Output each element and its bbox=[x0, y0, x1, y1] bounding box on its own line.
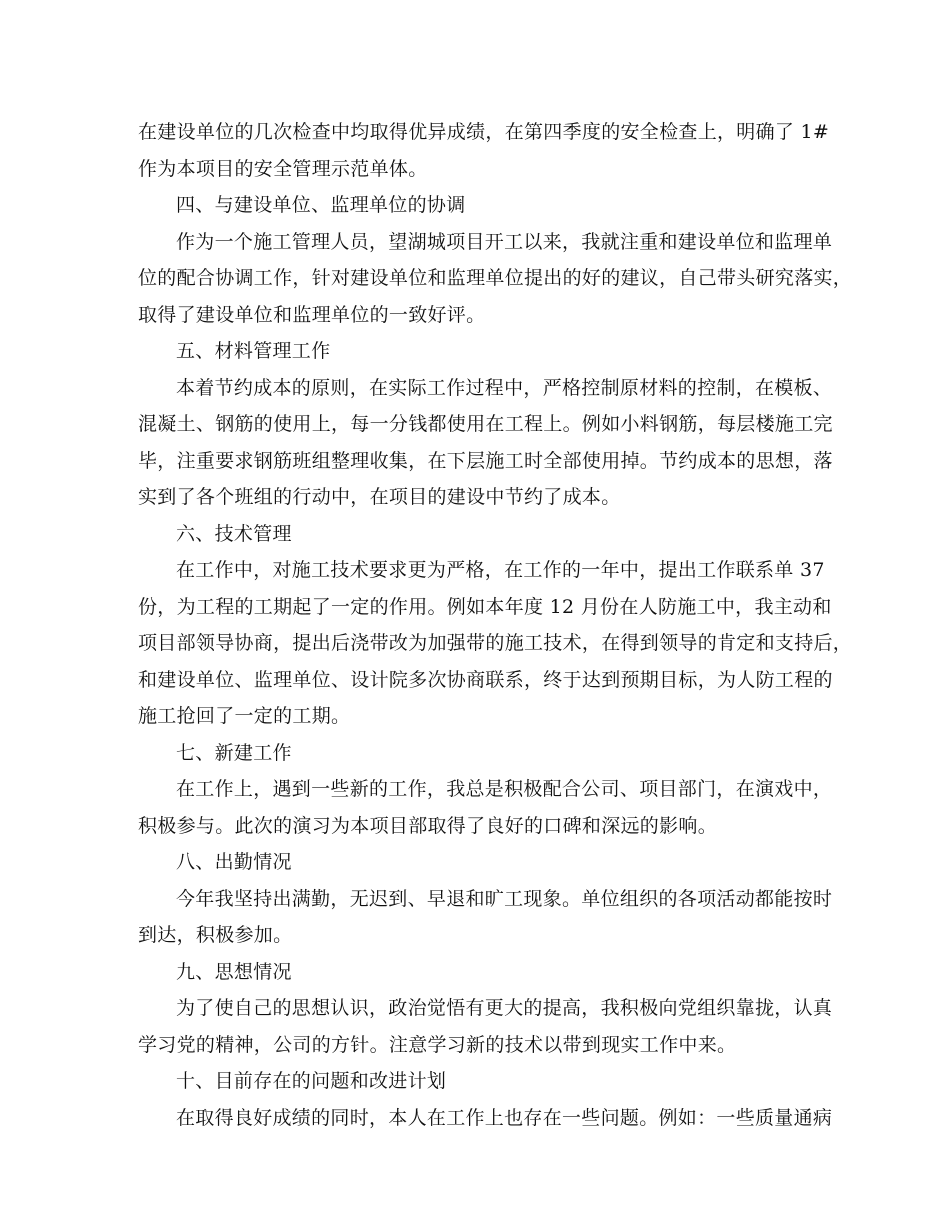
paragraph-first-line: 在工作上，遇到一些新的工作，我总是积极配合公司、项目部门，在演戏中， bbox=[176, 778, 833, 800]
body-line: 实到了各个班组的行动中，在项目的建设中节约了成本。 bbox=[138, 486, 621, 508]
section-heading: 七、新建工作 bbox=[176, 741, 292, 764]
body-line: 毕，注重要求钢筋班组整理收集，在下层施工时全部使用掉。节约成本的思想，落 bbox=[138, 449, 833, 472]
body-line: 项目部领导协商，提出后浇带改为加强带的施工技术，在得到领导的肯定和支持后， bbox=[138, 632, 853, 654]
section-heading: 六、技术管理 bbox=[176, 522, 292, 545]
body-line: 在建设单位的几次检查中均取得优异成绩，在第四季度的安全检查上，明确了 1# bbox=[138, 121, 830, 143]
body-line: 混凝土、钢筋的使用上，每一分钱都使用在工程上。例如小料钢筋，每层楼施工完 bbox=[138, 413, 833, 435]
section-heading: 九、思想情况 bbox=[176, 960, 292, 983]
section-heading: 四、与建设单位、监理单位的协调 bbox=[176, 194, 466, 216]
body-line: 施工抢回了一定的工期。 bbox=[138, 705, 351, 727]
paragraph-first-line: 作为一个施工管理人员，望湖城项目开工以来，我就注重和建设单位和监理单 bbox=[176, 230, 833, 253]
body-line: 到达，积极参加。 bbox=[138, 924, 293, 946]
section-heading: 八、出勤情况 bbox=[176, 851, 292, 873]
body-line: 取得了建设单位和监理单位的一致好评。 bbox=[138, 303, 486, 326]
paragraph-first-line: 在工作中，对施工技术要求更为严格，在工作的一年中，提出工作联系单 37 bbox=[176, 559, 825, 581]
body-line: 份，为工程的工期起了一定的作用。例如本年度 12 月份在人防施工中，我主动和 bbox=[138, 595, 832, 618]
section-heading: 十、目前存在的问题和改进计划 bbox=[176, 1070, 447, 1092]
body-line: 作为本项目的安全管理示范单体。 bbox=[138, 157, 428, 180]
body-line: 位的配合协调工作，针对建设单位和监理单位提出的好的建议，自己带头研究落实， bbox=[138, 267, 853, 289]
paragraph-first-line: 今年我坚持出满勤，无迟到、早退和旷工现象。单位组织的各项活动都能按时 bbox=[176, 887, 833, 910]
document-body bbox=[138, 114, 853, 1136]
paragraph-first-line: 本着节约成本的原则，在实际工作过程中，严格控制原材料的控制，在模板、 bbox=[176, 376, 833, 399]
section-heading: 五、材料管理工作 bbox=[176, 340, 331, 362]
body-line: 积极参与。此次的演习为本项目部取得了良好的口碑和深远的影响。 bbox=[138, 814, 718, 837]
paragraph-first-line: 为了使自己的思想认识，政治觉悟有更大的提高，我积极向党组织靠拢，认真 bbox=[176, 997, 833, 1019]
body-line: 和建设单位、监理单位、设计院多次协商联系，终于达到预期目标，为人防工程的 bbox=[138, 668, 833, 691]
body-line: 学习党的精神，公司的方针。注意学习新的技术以带到现实工作中来。 bbox=[138, 1033, 737, 1056]
paragraph-first-line: 在取得良好成绩的同时，本人在工作上也存在一些问题。例如：一些质量通病 bbox=[176, 1106, 833, 1129]
